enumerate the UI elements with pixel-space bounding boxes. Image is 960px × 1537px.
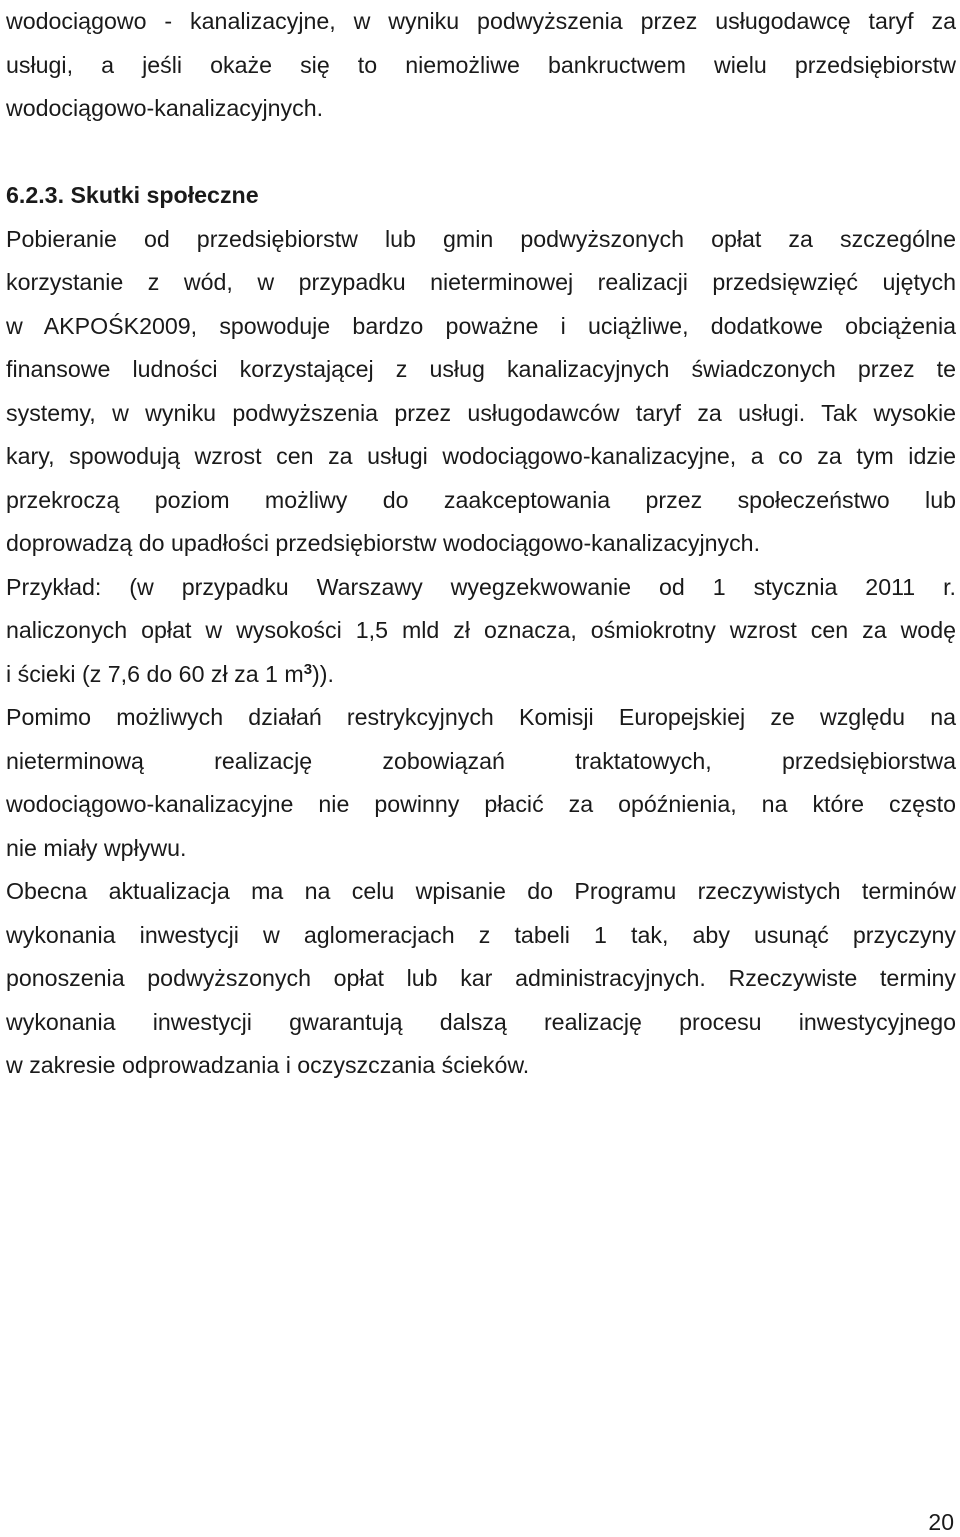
text-line: wodociągowo - kanalizacyjne, w wyniku podwyższenia przez usługodawcę taryf za [6, 8, 956, 34]
text-line: wykonania inwestycji gwarantują dalszą realizację procesu inwestycyjnego [6, 1008, 956, 1035]
text-line: Pobieranie od przedsiębiorstw lub gmin podwyższonych opłat za szczególne [6, 225, 956, 252]
text-line-with-superscript [6, 653, 956, 697]
paragraph-continuation [6, 0, 956, 131]
paragraph-restrictions [6, 696, 956, 870]
text-line: przekroczą poziom możliwy do zaakceptowania przez społeczeństwo lub [6, 486, 956, 513]
text-line: kary, spowodują wzrost cen za usługi wodociągowo-kanalizacyjne, a co za tym idzie [6, 443, 956, 469]
text-line: nie miały wpływu. [6, 834, 187, 861]
cubic-superscript: 3 [303, 660, 313, 678]
text-line: wodociągowo-kanalizacyjnych. [6, 95, 324, 121]
text-line: w AKPOŚK2009, spowoduje bardzo poważne i uciążliwe, dodatkowe obciążenia [6, 312, 956, 339]
text-line: korzystanie z wód, w przypadku nieterminowej realizacji przedsięwzięć ujętych [6, 269, 956, 295]
text-line: Obecna aktualizacja ma na celu wpisanie do Programu rzeczywistych terminów [6, 878, 956, 904]
paragraph-social-effects [6, 218, 956, 566]
text-fragment: i ścieki (z 7,6 do 60 zł za 1 m [6, 660, 304, 687]
text-fragment: )). [312, 660, 334, 687]
text-line: Pomimo możliwych działań restrykcyjnych Komisji Europejskiej ze względu na [6, 704, 956, 730]
paragraph-example [6, 566, 956, 697]
section-heading: 6.2.3. Skutki społeczne [6, 182, 259, 208]
text-line: nieterminową realizację zobowiązań traktatowych, przedsiębiorstwa [6, 747, 956, 774]
text-line: wodociągowo-kanalizacyjne nie powinny płacić za opóźnienia, na które często [6, 791, 956, 817]
text-line: systemy, w wyniku podwyższenia przez usługodawców taryf za usługi. Tak wysokie [6, 399, 956, 426]
page-number: 20 [928, 1509, 954, 1535]
document-page [6, 0, 956, 1088]
text-line: w zakresie odprowadzania i oczyszczania ścieków. [6, 1052, 530, 1078]
text-line: naliczonych opłat w wysokości 1,5 mld zł oznacza, ośmiokrotny wzrost cen za wodę [6, 617, 956, 643]
text-line: finansowe ludności korzystającej z usług kanalizacyjnych świadczonych przez te [6, 356, 956, 382]
text-line: doprowadzą do upadłości przedsiębiorstw wodociągowo-kanalizacyjnych. [6, 530, 761, 556]
paragraph-spacer [6, 131, 956, 175]
paragraph-update [6, 870, 956, 1088]
text-line: ponoszenia podwyższonych opłat lub kar administracyjnych. Rzeczywiste terminy [6, 965, 956, 991]
text-line: Przykład: (w przypadku Warszawy wyegzekwowanie od 1 stycznia 2011 r. [6, 573, 956, 600]
text-line: usługi, a jeśli okaże się to niemożliwe bankructwem wielu przedsiębiorstw [6, 51, 956, 78]
text-line: wykonania inwestycji w aglomeracjach z tabeli 1 tak, aby usunąć przyczyny [6, 921, 956, 948]
